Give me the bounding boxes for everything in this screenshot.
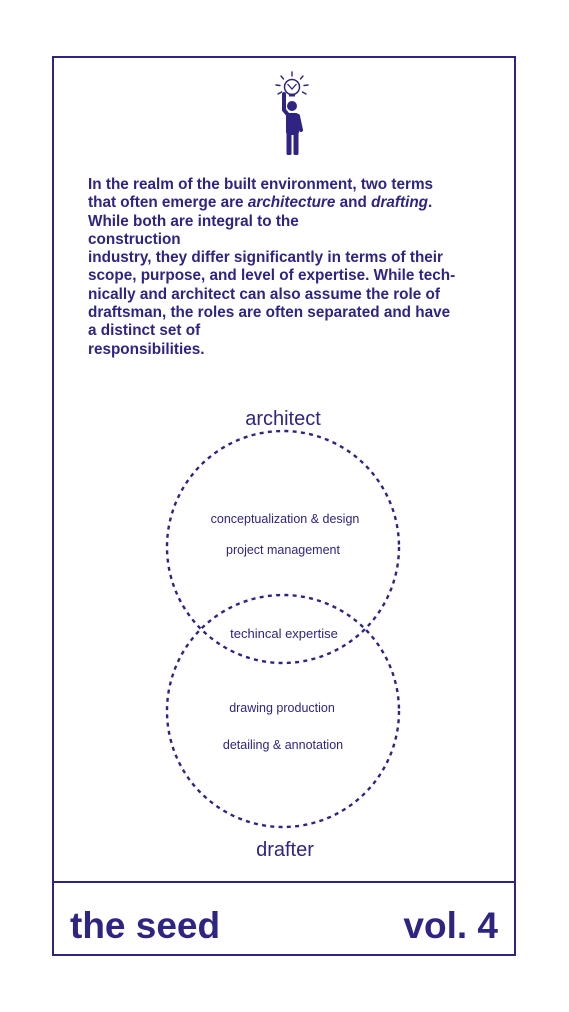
intro-line: a distinct set of (88, 322, 201, 340)
intro-line: draftsman, the roles are often separated and have (88, 304, 451, 322)
intro-text: that often emerge are (88, 194, 248, 212)
drafter-label: drafter (256, 839, 314, 861)
publication-title: the seed (70, 905, 221, 946)
architect-label: architect (245, 408, 321, 430)
intro-text: . (428, 194, 433, 212)
drafter-item: detailing & annotation (222, 738, 344, 752)
intro-line: While both are integral to the (88, 212, 299, 230)
drafter-item: drawing production (229, 701, 335, 715)
footer-divider (52, 881, 514, 883)
term-drafting: drafting (371, 194, 429, 212)
intro-line: industry, they differ significantly in terms of their (88, 249, 443, 267)
intro-line: responsibilities. (88, 340, 205, 358)
architect-item: conceptualization & design (210, 512, 360, 526)
volume-number: vol. 4 (403, 905, 498, 946)
intro-line: construction (88, 230, 181, 248)
intro-line: In the realm of the built environment, two terms (88, 176, 434, 193)
intro-text: and (335, 194, 372, 212)
architect-item: project management (226, 543, 340, 557)
term-architecture: architecture (247, 194, 336, 212)
shared-item: techincal expertise (230, 626, 338, 641)
intro-line: scope, purpose, and level of expertise. While tech- (88, 267, 456, 285)
intro-line: nically and architect can also assume the role of (88, 285, 440, 303)
